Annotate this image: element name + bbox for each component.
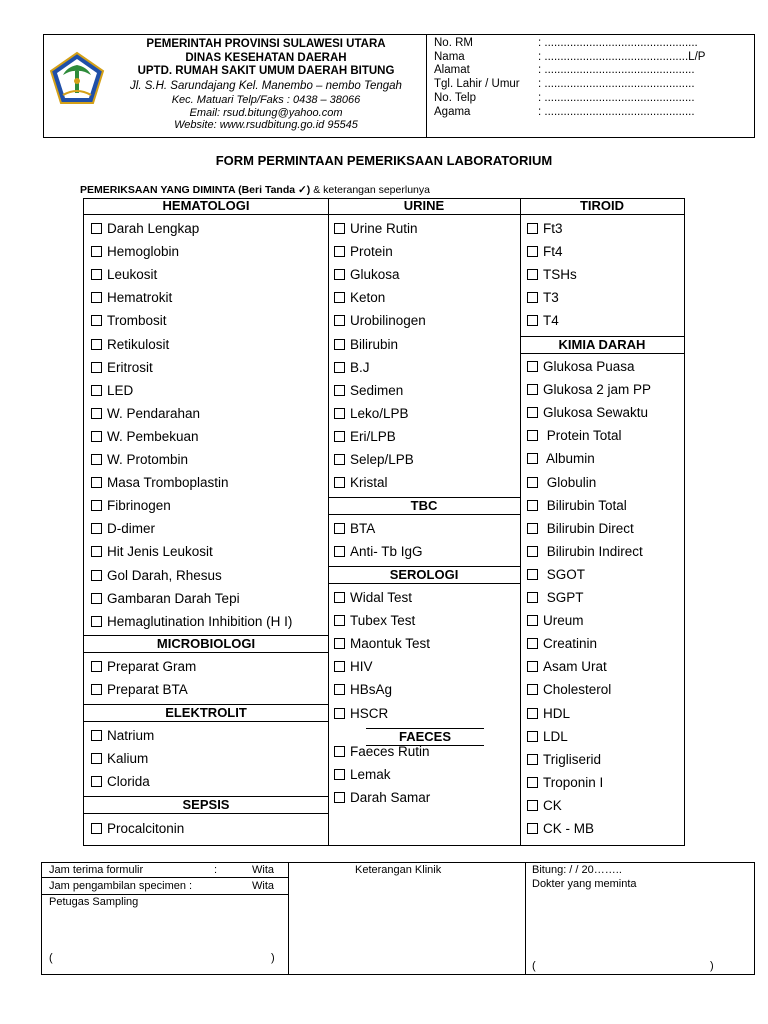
petugas-paren-open: ( (49, 952, 53, 964)
checkbox[interactable] (527, 361, 538, 372)
checklist-item[interactable] (527, 382, 651, 398)
checklist-item[interactable] (334, 360, 370, 376)
checklist-item-label: Bilirubin Direct (543, 520, 634, 536)
checklist-item[interactable] (527, 244, 563, 260)
keterangan-klinik-label: Keterangan Klinik (355, 864, 442, 876)
checkbox[interactable] (334, 315, 345, 326)
checklist-item-label: Widal Test (350, 590, 413, 605)
checklist-item[interactable] (91, 290, 172, 306)
checkbox[interactable] (334, 708, 345, 719)
checklist-item-label: Protein Total (543, 428, 622, 444)
checklist-item[interactable] (527, 659, 607, 675)
checklist-item-label: Faeces Rutin (350, 744, 430, 759)
checklist-item[interactable] (527, 428, 622, 444)
checklist-item[interactable] (527, 498, 627, 514)
checklist-item-label: CK - MB (543, 821, 595, 836)
checkbox[interactable] (91, 454, 102, 465)
checkbox[interactable] (91, 776, 102, 787)
header-line-dinas: DINAS KESEHATAN DAERAH (185, 52, 347, 64)
checklist-item-label: Leko/LPB (350, 405, 409, 421)
checklist-item-label: Bilirubin (350, 336, 399, 352)
checklist-item[interactable] (527, 821, 594, 837)
dokter-label: Dokter yang meminta (532, 878, 637, 890)
checkbox[interactable] (334, 592, 345, 603)
checklist-item[interactable] (527, 544, 643, 560)
section-tiroid: TIROID (520, 198, 684, 215)
checklist-item-label: Bilirubin Indirect (543, 543, 643, 559)
field-alamat[interactable]: : ............................................... (538, 64, 695, 76)
checklist-item-label: Protein (350, 244, 393, 260)
checklist-item-label: Fibrinogen (107, 498, 171, 514)
checklist-item[interactable] (91, 221, 199, 237)
header-line-hospital: UPTD. RUMAH SAKIT UMUM DAERAH BITUNG (137, 65, 395, 77)
checkbox[interactable] (527, 453, 538, 464)
checklist-item-label: Sedimen (350, 382, 404, 398)
checklist-item[interactable] (527, 775, 603, 791)
jam-terima-wita: Wita (252, 864, 274, 876)
checkbox[interactable] (334, 615, 345, 626)
checkbox[interactable] (527, 777, 538, 788)
section-urine: URINE (328, 198, 520, 215)
checkbox[interactable] (527, 384, 538, 395)
checklist-item[interactable] (91, 751, 148, 767)
checklist-item[interactable] (527, 290, 559, 306)
checkbox[interactable] (91, 269, 102, 280)
checkbox[interactable] (91, 684, 102, 695)
footer-box (41, 862, 755, 975)
checkbox[interactable] (334, 431, 345, 442)
label-tgl-lahir: Tgl. Lahir / Umur (434, 78, 520, 90)
checklist-item[interactable] (334, 613, 415, 629)
checklist-item[interactable] (334, 590, 412, 606)
checklist-item[interactable] (527, 475, 596, 491)
checklist-item-label: TSHs (543, 267, 577, 283)
checklist-item[interactable] (91, 682, 188, 698)
checklist-item-label: Eritrosit (107, 359, 153, 375)
checklist-item-label: Ft3 (543, 221, 563, 236)
checklist-item-label: Urine Rutin (350, 221, 418, 236)
checkbox[interactable] (91, 570, 102, 581)
checkbox[interactable] (527, 292, 538, 303)
checklist-item[interactable] (334, 383, 403, 399)
checklist-item[interactable] (91, 267, 157, 283)
field-nama[interactable]: : .............................................L/P (538, 51, 706, 63)
checklist-item-label: Keton (350, 290, 386, 306)
checkbox[interactable] (334, 523, 345, 534)
field-no-rm[interactable]: : ................................................ (538, 37, 698, 49)
checklist-item[interactable] (334, 267, 400, 283)
checkbox[interactable] (334, 769, 345, 780)
checklist-item[interactable] (91, 429, 199, 445)
checkbox[interactable] (334, 546, 345, 557)
checklist-item-label: HSCR (350, 705, 389, 721)
checkbox[interactable] (91, 431, 102, 442)
footer-rule-1 (42, 877, 288, 878)
jam-pengambilan-label: Jam pengambilan specimen : (49, 880, 193, 892)
checklist-item-label: T4 (543, 313, 559, 329)
footer-rule-2 (42, 894, 288, 895)
checklist-item-label: CK (543, 797, 562, 813)
label-alamat: Alamat (434, 64, 470, 76)
checklist-item[interactable] (527, 613, 584, 629)
jam-terima-label: Jam terima formulir (49, 864, 144, 876)
section-mikrobiologi: MICROBIOLOGI (84, 635, 328, 653)
checkbox[interactable] (91, 523, 102, 534)
checklist-item-label: Natrium (107, 728, 155, 743)
checklist-item[interactable] (91, 498, 171, 514)
checkbox[interactable] (527, 430, 538, 441)
checklist-item-label: T3 (543, 290, 559, 306)
checklist-item-label: Maontuk Test (350, 636, 431, 652)
checklist-item[interactable] (91, 614, 292, 630)
checkbox[interactable] (527, 223, 538, 234)
checklist-item-label: Albumin (543, 451, 595, 467)
checklist-item[interactable] (527, 682, 611, 698)
checkbox[interactable] (334, 339, 345, 350)
letterhead (43, 34, 755, 138)
checkbox[interactable] (91, 292, 102, 303)
checklist-item-label: SGOT (543, 566, 586, 582)
checklist-item[interactable] (334, 406, 409, 422)
checklist-item[interactable] (91, 591, 240, 607)
checklist-item-label: Gambaran Darah Tepi (107, 590, 240, 606)
checkbox[interactable] (334, 454, 345, 465)
checklist-item[interactable] (334, 544, 423, 560)
checklist-item-label: Bilirubin Total (543, 497, 627, 513)
checklist-item-label: SGPT (543, 590, 584, 605)
checklist-item[interactable] (334, 337, 398, 353)
checklist-item-label: Lemak (350, 767, 391, 783)
column-divider-1 (328, 199, 329, 845)
checklist-item-label: Tubex Test (350, 613, 416, 629)
checklist-item[interactable] (334, 313, 426, 329)
checkbox[interactable] (334, 223, 345, 234)
checklist-item[interactable] (91, 659, 196, 675)
checklist-item-label: Darah Samar (350, 790, 431, 806)
checklist-item[interactable] (91, 452, 188, 468)
checklist-item[interactable] (334, 221, 418, 237)
checkbox[interactable] (334, 246, 345, 257)
checklist-item[interactable] (334, 744, 430, 760)
checkbox[interactable] (91, 339, 102, 350)
checkbox[interactable] (334, 362, 345, 373)
checklist-item[interactable] (334, 636, 430, 652)
field-tgl-lahir[interactable]: : ............................................... (538, 78, 695, 90)
checklist-item[interactable] (91, 774, 150, 790)
checkbox[interactable] (527, 523, 538, 534)
jam-pengambilan-wita: Wita (252, 880, 274, 892)
checkbox[interactable] (527, 246, 538, 257)
header-line-address: Jl. S.H. Sarundajang Kel. Manembo – nembo Tengah (130, 80, 402, 92)
column-divider-2 (520, 199, 521, 845)
checkbox[interactable] (527, 708, 538, 719)
checklist-item[interactable] (334, 682, 392, 698)
checklist-item-label: Creatinin (543, 636, 598, 652)
form-instruction-rest: & keterangan seperlunya (310, 184, 430, 196)
checkbox[interactable] (527, 638, 538, 649)
checklist-item[interactable] (527, 636, 597, 652)
hospital-logo-icon (49, 51, 105, 107)
checkbox[interactable] (91, 223, 102, 234)
form-instruction (80, 184, 430, 196)
checklist-item[interactable] (334, 429, 396, 445)
petugas-sampling-label: Petugas Sampling (49, 896, 139, 908)
checklist-item[interactable] (527, 590, 584, 606)
checkbox[interactable] (91, 616, 102, 627)
checkbox[interactable] (527, 731, 538, 742)
checklist-item-label: Procalcitonin (107, 821, 185, 836)
checkbox[interactable] (334, 746, 345, 757)
checklist-item[interactable] (91, 383, 133, 399)
label-no-telp: No. Telp (434, 92, 476, 104)
section-sepsis: SEPSIS (84, 796, 328, 814)
section-kimia-darah: KIMIA DARAH (520, 336, 684, 354)
checklist-item-label: Cholesterol (543, 682, 612, 698)
form-instruction-bold: PEMERIKSAAN YANG DIMINTA (Beri Tanda ✓) (80, 184, 311, 196)
dokter-paren-open: ( (532, 960, 536, 972)
checkbox[interactable] (91, 753, 102, 764)
checklist-item-label: Gol Darah, Rhesus (107, 567, 222, 583)
checkbox[interactable] (91, 408, 102, 419)
checkbox[interactable] (91, 246, 102, 257)
checklist-item[interactable] (91, 521, 155, 537)
checkbox[interactable] (527, 407, 538, 418)
checklist-item-label: Hit Jenis Leukosit (107, 544, 213, 560)
checkbox[interactable] (334, 408, 345, 419)
label-no-rm: No. RM (434, 37, 473, 49)
section-hematologi: HEMATOLOGI (84, 198, 328, 215)
checklist-item[interactable] (527, 359, 635, 375)
checkbox[interactable] (91, 661, 102, 672)
checkbox[interactable] (527, 315, 538, 326)
checklist-item-label: Glukosa 2 jam PP (543, 382, 652, 398)
section-tbc: TBC (328, 497, 520, 515)
checklist-item-label: Glukosa (350, 267, 400, 283)
checklist-item[interactable] (334, 475, 388, 491)
checklist-item[interactable] (527, 752, 601, 768)
checkbox[interactable] (91, 385, 102, 396)
checklist-item-label: HIV (350, 659, 373, 675)
checklist-item[interactable] (334, 244, 393, 260)
checklist-item-label: B.J (350, 359, 370, 375)
checklist-item[interactable] (527, 798, 562, 814)
checkbox[interactable] (91, 315, 102, 326)
checklist-item-label: HDL (543, 705, 571, 721)
checkbox[interactable] (334, 477, 345, 488)
bitung-date: Bitung: / / 20…….. (532, 864, 622, 876)
section-faeces: FAECES (366, 728, 484, 746)
jam-terima-colon: : (214, 864, 218, 876)
header-line-email: Email: rsud.bitung@yahoo.com (189, 107, 343, 119)
checkbox[interactable] (91, 823, 102, 834)
field-no-telp[interactable]: : ............................................... (538, 92, 695, 104)
checkbox[interactable] (527, 754, 538, 765)
checklist-item[interactable] (527, 567, 585, 583)
checklist-item-label: Selep/LPB (350, 452, 414, 467)
checklist-item[interactable] (334, 290, 385, 306)
checklist-item[interactable] (91, 475, 229, 491)
checklist-item-label: W. Pembekuan (107, 428, 199, 444)
checklist-item-label: Eri/LPB (350, 428, 396, 444)
checkbox[interactable] (91, 730, 102, 741)
checklist-item-label: Clorida (107, 774, 150, 790)
checklist-item-label: W. Protombin (107, 452, 189, 467)
section-elektrolit: ELEKTROLIT (84, 704, 328, 722)
checklist-item-label: Preparat Gram (107, 659, 197, 674)
checklist-item-label: BTA (350, 521, 376, 536)
checkbox[interactable] (527, 569, 538, 580)
checkbox[interactable] (334, 292, 345, 303)
footer-divider-2 (525, 863, 526, 974)
checkbox[interactable] (527, 823, 538, 834)
checkbox[interactable] (527, 269, 538, 280)
checkbox[interactable] (334, 269, 345, 280)
checklist-item-label: Hematrokit (107, 290, 173, 306)
checkbox[interactable] (334, 684, 345, 695)
footer-divider-1 (288, 863, 289, 974)
form-title: FORM PERMINTAAN PEMERIKSAAN LABORATORIUM (215, 153, 553, 168)
checklist-item[interactable] (91, 337, 169, 353)
checklist-item[interactable] (91, 568, 222, 584)
checklist-item-label: Globulin (543, 474, 597, 490)
checkbox[interactable] (527, 800, 538, 811)
dokter-paren-close: ) (710, 960, 714, 972)
checklist-item-label: LED (107, 382, 134, 398)
checkbox[interactable] (334, 385, 345, 396)
checkbox[interactable] (334, 638, 345, 649)
checklist-item[interactable] (334, 767, 391, 783)
checklist-item[interactable] (334, 521, 375, 537)
checklist-item-label: Kalium (107, 751, 149, 767)
checklist-item[interactable] (91, 360, 153, 376)
checklist-item-label: Kristal (350, 475, 388, 491)
checklist-item[interactable] (527, 313, 559, 329)
checklist-item-label: Hemoglobin (107, 244, 180, 260)
checklist-item[interactable] (334, 452, 414, 468)
label-nama: Nama (434, 51, 465, 63)
checklist-item-label: HBsAg (350, 682, 393, 698)
checklist-item-label: LDL (543, 728, 568, 744)
checklist-item-label: Ureum (543, 613, 584, 629)
checkbox[interactable] (527, 661, 538, 672)
checklist-item-label: Darah Lengkap (107, 221, 200, 236)
checklist-item[interactable] (527, 267, 577, 283)
checkbox[interactable] (527, 684, 538, 695)
header-line-phone: Kec. Matuari Telp/Faks : 0438 – 38066 (171, 94, 361, 106)
checklist-item[interactable] (91, 313, 167, 329)
checklist-item-label: Glukosa Puasa (543, 359, 635, 374)
header-line-province: PEMERINTAH PROVINSI SULAWESI UTARA (146, 38, 386, 50)
checklist-item-label: Hemaglutination Inhibition (H I) (107, 613, 293, 629)
checklist-item[interactable] (527, 405, 648, 421)
checklist-item-label: Leukosit (107, 267, 158, 283)
checkbox[interactable] (527, 500, 538, 511)
checklist-item-label: Ft4 (543, 244, 563, 260)
checklist-item[interactable] (334, 790, 430, 806)
checkbox[interactable] (91, 593, 102, 604)
checklist-item-label: Anti- Tb IgG (350, 544, 423, 560)
checkbox[interactable] (91, 500, 102, 511)
label-agama: Agama (434, 106, 471, 118)
checklist-item-label: Retikulosit (107, 336, 170, 352)
header-divider (426, 35, 427, 137)
header-line-website: Website: www.rsudbitung.go.id 95545 (174, 119, 358, 131)
checkbox[interactable] (91, 546, 102, 557)
checklist-item-label: Troponin I (543, 774, 604, 790)
checklist-item[interactable] (91, 244, 179, 260)
checklist-item[interactable] (91, 821, 184, 837)
checklist-item-label: Preparat BTA (107, 682, 188, 698)
checklist-item-label: Asam Urat (543, 659, 607, 675)
checkbox[interactable] (527, 477, 538, 488)
checklist-item-label: W. Pendarahan (107, 405, 201, 421)
checklist-item[interactable] (527, 729, 568, 745)
field-agama[interactable]: : ............................................... (538, 106, 695, 118)
checklist-item[interactable] (91, 544, 213, 560)
checklist-item[interactable] (91, 406, 200, 422)
checklist-item[interactable] (334, 706, 388, 722)
checklist-item-label: Urobilinogen (350, 313, 426, 329)
petugas-paren-close: ) (271, 952, 275, 964)
checklist-item[interactable] (527, 221, 563, 237)
checkbox[interactable] (527, 592, 538, 603)
checklist-item[interactable] (527, 706, 570, 722)
checkbox[interactable] (91, 477, 102, 488)
checklist-item-label: D-dimer (107, 521, 156, 537)
checkbox[interactable] (334, 661, 345, 672)
checklist-item[interactable] (91, 728, 154, 744)
checkbox[interactable] (91, 362, 102, 373)
checkbox[interactable] (527, 615, 538, 626)
checklist-item-label: Glukosa Sewaktu (543, 405, 649, 421)
checklist-item-label: Masa Tromboplastin (107, 475, 229, 491)
checkbox[interactable] (527, 546, 538, 557)
checkbox[interactable] (334, 792, 345, 803)
checklist-item[interactable] (334, 659, 373, 675)
section-serologi: SEROLOGI (328, 566, 520, 584)
checklist-item[interactable] (527, 521, 634, 537)
checklist-item-label: Trombosit (107, 313, 167, 329)
checklist-item[interactable] (527, 451, 595, 467)
checklist-item-label: Trigliserid (543, 751, 602, 767)
